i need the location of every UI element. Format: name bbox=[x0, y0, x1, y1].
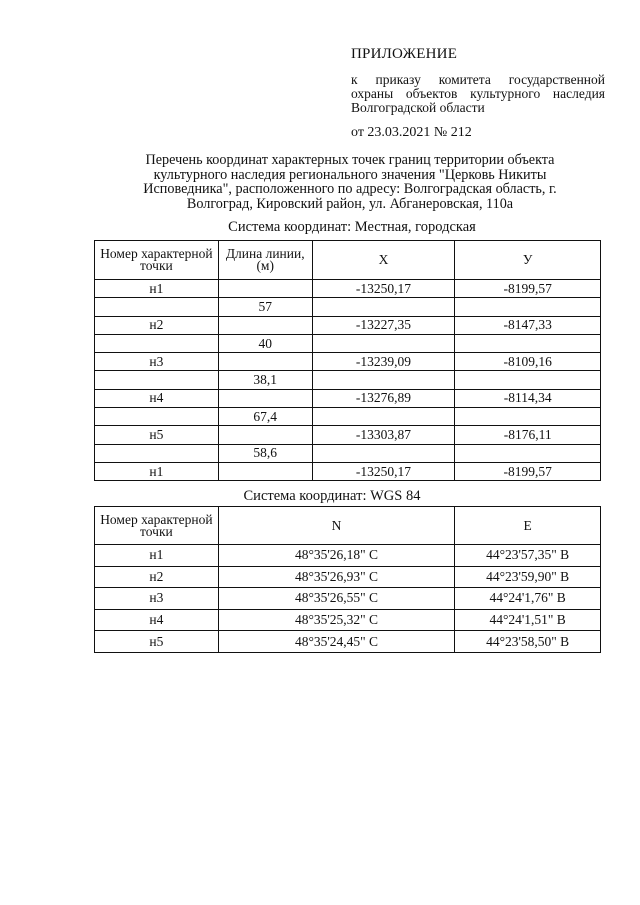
col-x: X bbox=[312, 241, 455, 280]
length-cell bbox=[218, 389, 312, 407]
length-cell bbox=[218, 316, 312, 334]
col-line-length: Длина линии, (м) bbox=[218, 241, 312, 280]
y-cell bbox=[455, 408, 601, 426]
table-row bbox=[95, 408, 601, 426]
x-cell: -13303,87 bbox=[312, 426, 455, 444]
appendix-title: ПРИЛОЖЕНИЕ bbox=[351, 46, 458, 62]
y-cell bbox=[455, 298, 601, 316]
point-cell: н4 bbox=[95, 609, 219, 631]
latitude-cell: 48°35'26,55" С bbox=[218, 588, 454, 610]
point-cell: н5 bbox=[95, 426, 219, 444]
table-row bbox=[95, 566, 601, 588]
table1-caption: Система координат: Местная, городская bbox=[228, 219, 476, 235]
x-cell: -13227,35 bbox=[312, 316, 455, 334]
appendix-order-text: к приказу комитета государственной охраны объектов культурного наследия Волгоградской области bbox=[351, 72, 605, 115]
col-y: У bbox=[455, 241, 601, 280]
table-row bbox=[95, 316, 601, 334]
x-cell bbox=[312, 371, 455, 389]
table-row bbox=[95, 389, 601, 407]
x-cell: -13239,09 bbox=[312, 353, 455, 371]
x-cell bbox=[312, 334, 455, 352]
point-cell: н3 bbox=[95, 588, 219, 610]
point-cell: н4 bbox=[95, 389, 219, 407]
longitude-cell: 44°24'1,51" В bbox=[455, 609, 601, 631]
length-cell bbox=[218, 462, 312, 480]
point-cell: н5 bbox=[95, 631, 219, 653]
x-cell: -13250,17 bbox=[312, 280, 455, 298]
y-cell: -8114,34 bbox=[455, 389, 601, 407]
col-n: N bbox=[218, 507, 454, 545]
table-row bbox=[95, 334, 601, 352]
point-cell bbox=[95, 371, 219, 389]
length-cell: 67,4 bbox=[218, 408, 312, 426]
col-point-number: Номер характерной точки bbox=[95, 507, 219, 545]
appendix-date: от 23.03.2021 № 212 bbox=[351, 125, 472, 140]
longitude-cell: 44°24'1,76" В bbox=[455, 588, 601, 610]
document-heading: Перечень координат характерных точек границ территории объекта культурного наследия регионального значения "Церковь Никиты Исповедника", расположенного по адресу: Волгоградская область, г. Волгоград, Кировский район, ул. Абганеровская, 110а bbox=[143, 152, 557, 212]
table-row bbox=[95, 371, 601, 389]
longitude-cell: 44°23'59,90" В bbox=[455, 566, 601, 588]
x-cell bbox=[312, 298, 455, 316]
table-row bbox=[95, 462, 601, 480]
x-cell bbox=[312, 408, 455, 426]
point-cell bbox=[95, 408, 219, 426]
local-coordinates-table bbox=[94, 240, 601, 481]
y-cell: -8199,57 bbox=[455, 280, 601, 298]
table-row bbox=[95, 588, 601, 610]
point-cell: н1 bbox=[95, 462, 219, 480]
y-cell: -8199,57 bbox=[455, 462, 601, 480]
length-cell: 40 bbox=[218, 334, 312, 352]
point-cell: н1 bbox=[95, 280, 219, 298]
x-cell: -13276,89 bbox=[312, 389, 455, 407]
point-cell bbox=[95, 334, 219, 352]
point-cell bbox=[95, 298, 219, 316]
point-cell: н2 bbox=[95, 316, 219, 334]
y-cell: -8109,16 bbox=[455, 353, 601, 371]
table-row bbox=[95, 298, 601, 316]
latitude-cell: 48°35'26,18" С bbox=[218, 545, 454, 567]
y-cell: -8147,33 bbox=[455, 316, 601, 334]
latitude-cell: 48°35'26,93" С bbox=[218, 566, 454, 588]
length-cell bbox=[218, 280, 312, 298]
y-cell bbox=[455, 334, 601, 352]
table2-header-row bbox=[95, 507, 601, 545]
latitude-cell: 48°35'25,32" С bbox=[218, 609, 454, 631]
x-cell bbox=[312, 444, 455, 462]
y-cell: -8176,11 bbox=[455, 426, 601, 444]
length-cell: 57 bbox=[218, 298, 312, 316]
length-cell bbox=[218, 426, 312, 444]
table-row bbox=[95, 631, 601, 653]
point-cell: н1 bbox=[95, 545, 219, 567]
longitude-cell: 44°23'57,35" В bbox=[455, 545, 601, 567]
col-point-number: Номер характерной точки bbox=[95, 241, 219, 280]
table-row bbox=[95, 426, 601, 444]
x-cell: -13250,17 bbox=[312, 462, 455, 480]
table1-header-row bbox=[95, 241, 601, 280]
table-row bbox=[95, 280, 601, 298]
length-cell: 38,1 bbox=[218, 371, 312, 389]
longitude-cell: 44°23'58,50" В bbox=[455, 631, 601, 653]
col-e: E bbox=[455, 507, 601, 545]
wgs84-coordinates-table bbox=[94, 506, 601, 653]
table-row bbox=[95, 444, 601, 462]
y-cell bbox=[455, 444, 601, 462]
table-row bbox=[95, 545, 601, 567]
table-row bbox=[95, 353, 601, 371]
length-cell: 58,6 bbox=[218, 444, 312, 462]
point-cell: н3 bbox=[95, 353, 219, 371]
table-row bbox=[95, 609, 601, 631]
point-cell bbox=[95, 444, 219, 462]
point-cell: н2 bbox=[95, 566, 219, 588]
length-cell bbox=[218, 353, 312, 371]
y-cell bbox=[455, 371, 601, 389]
table2-caption: Система координат: WGS 84 bbox=[243, 488, 421, 504]
latitude-cell: 48°35'24,45" С bbox=[218, 631, 454, 653]
